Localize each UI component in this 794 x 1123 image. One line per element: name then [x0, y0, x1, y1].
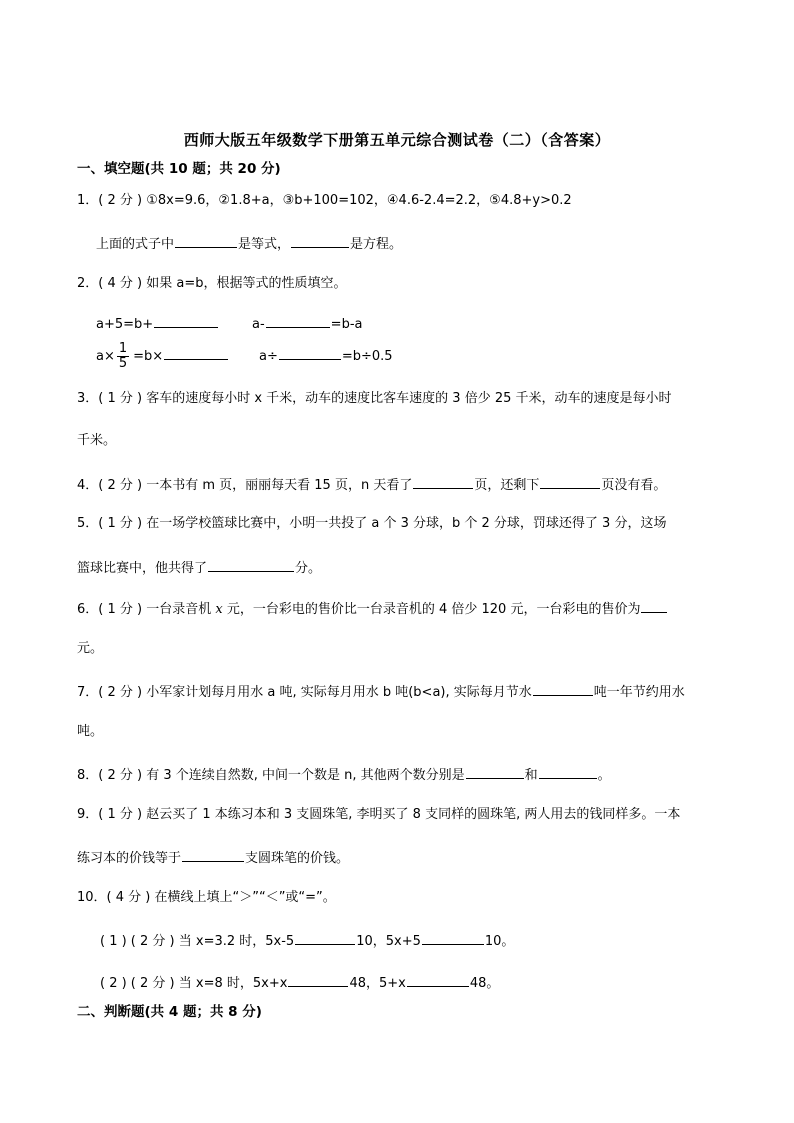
question-5-stem: 5．( 1 分 ) 在一场学校篮球比赛中，小明一共投了 a 个 3 分球，b 个 2 分球，罚球还得了 3 分，这场 [77, 516, 667, 531]
q6-text-a: 6．( 1 分 ) 一台录音机 [77, 602, 212, 617]
answer-blank[interactable] [288, 972, 348, 987]
q10-sub1-text-a: ( 1 ) ( 2 分 ) 当 x=3.2 时，5x-5 [100, 934, 295, 949]
answer-blank[interactable] [279, 345, 341, 360]
q9-text-b: 支圆珠笔的价钱。 [245, 851, 350, 866]
q8-text-a: 8．( 2 分 ) 有 3 个连续自然数, 中间一个数是 n, 其他两个数分别是 [77, 768, 465, 783]
q7-text-a: 7．( 2 分 ) 小军家计划每月用水 a 吨, 实际每月用水 b 吨(b<a), 实际每月节水 [77, 685, 532, 700]
q7-text-b: 吨一年节约用水 [593, 685, 685, 700]
q10-sub2-text-a: ( 2 ) ( 2 分 ) 当 x=8 时，5x+x [100, 976, 288, 991]
question-6-line2: 元。 [77, 641, 104, 656]
answer-blank[interactable] [164, 345, 228, 360]
answer-blank[interactable] [154, 313, 218, 328]
q5-text-b: 分。 [295, 561, 322, 576]
answer-blank[interactable] [540, 474, 600, 489]
answer-blank[interactable] [539, 764, 597, 779]
fraction-one-fifth [117, 342, 129, 371]
q2-row2-left [96, 340, 229, 374]
question-3-stem: 3．( 1 分 ) 客车的速度每小时 x 千米，动车的速度比客车速度的 3 倍少 25 千米，动车的速度是每小时 [77, 391, 672, 406]
answer-blank[interactable] [291, 233, 349, 248]
answer-blank[interactable] [422, 930, 484, 945]
question-10-sub1 [100, 930, 514, 951]
fraction-denominator: 5 [118, 356, 128, 371]
question-4 [77, 474, 666, 495]
answer-blank[interactable] [413, 474, 473, 489]
q2-row1-right [252, 313, 362, 334]
question-10-stem: 10．( 4 分 ) 在横线上填上“＞”“＜”或“=”。 [77, 890, 336, 905]
q4-text-c: 页没有看。 [601, 478, 667, 493]
answer-blank[interactable] [466, 764, 524, 779]
q2-expr: =b÷0.5 [341, 349, 393, 364]
q2-expr: a÷ [259, 349, 278, 364]
q2-row2-right [259, 340, 393, 374]
answer-blank[interactable] [175, 233, 237, 248]
q10-sub1-text-c: 10。 [484, 934, 515, 949]
answer-blank[interactable] [407, 972, 469, 987]
q8-text-c: 。 [597, 768, 611, 783]
q1-text-b: 是等式， [238, 237, 291, 252]
q10-sub2-text-c: 48。 [469, 976, 500, 991]
q4-text-a: 4．( 2 分 ) 一本书有 m 页，丽丽每天看 15 页，n 天看了 [77, 478, 413, 493]
question-9-stem: 9．( 1 分 ) 赵云买了 1 本练习本和 3 支圆珠笔, 李明买了 8 支同样的圆珠笔, 两人用去的钱同样多。一本 [77, 807, 681, 822]
answer-blank[interactable] [533, 681, 593, 696]
answer-blank[interactable] [295, 930, 355, 945]
section-heading-true-false: 二、判断题(共 4 题；共 8 分) [77, 1004, 262, 1020]
q2-expr: =b-a [330, 317, 363, 332]
q5-text-a: 篮球比赛中，他共得了 [77, 561, 208, 576]
question-5-line2 [77, 557, 321, 578]
question-7-line2: 吨。 [77, 724, 104, 739]
q8-text-b: 和 [524, 768, 538, 783]
question-9-line2 [77, 847, 349, 868]
q1-text-a: 上面的式子中 [96, 237, 175, 252]
q4-text-b: 页，还剩下 [474, 478, 540, 493]
section-heading-fill-in: 一、填空题(共 10 题；共 20 分) [77, 161, 281, 177]
q2-expr: a+5=b+ [96, 317, 154, 332]
question-2-stem: 2．( 4 分 ) 如果 a=b，根据等式的性质填空。 [77, 276, 347, 291]
fraction-numerator: 1 [118, 341, 128, 356]
q2-row1-left [96, 313, 219, 334]
q2-expr: =b× [133, 349, 164, 364]
q6-variable: x [215, 602, 223, 617]
answer-blank[interactable] [641, 598, 667, 613]
question-7 [77, 681, 685, 702]
question-8 [77, 764, 611, 785]
q6-text-b: 元，一台彩电的售价比一台录音机的 4 倍少 120 元，一台彩电的售价为 [226, 602, 641, 617]
answer-blank[interactable] [182, 847, 244, 862]
page-title: 西师大版五年级数学下册第五单元综合测试卷（二）（含答案） [183, 131, 611, 149]
question-1-line2 [96, 233, 402, 254]
q2-expr: a× [96, 349, 115, 364]
q9-text-a: 练习本的价钱等于 [77, 851, 182, 866]
question-1-stem: 1．( 2 分 ) ①8x=9.6，②1.8+a，③b+100=102，④4.6-2.4=2.2，⑤4.8+y>0.2 [77, 193, 572, 208]
answer-blank[interactable] [208, 557, 294, 572]
q1-text-c: 是方程。 [350, 237, 403, 252]
question-6 [77, 598, 668, 619]
q2-expr: a- [252, 317, 265, 332]
question-10-sub2 [100, 972, 499, 993]
question-3-line2: 千米。 [77, 433, 117, 448]
q10-sub1-text-b: 10，5x+5 [356, 934, 421, 949]
answer-blank[interactable] [266, 313, 330, 328]
q10-sub2-text-b: 48，5+x [349, 976, 406, 991]
